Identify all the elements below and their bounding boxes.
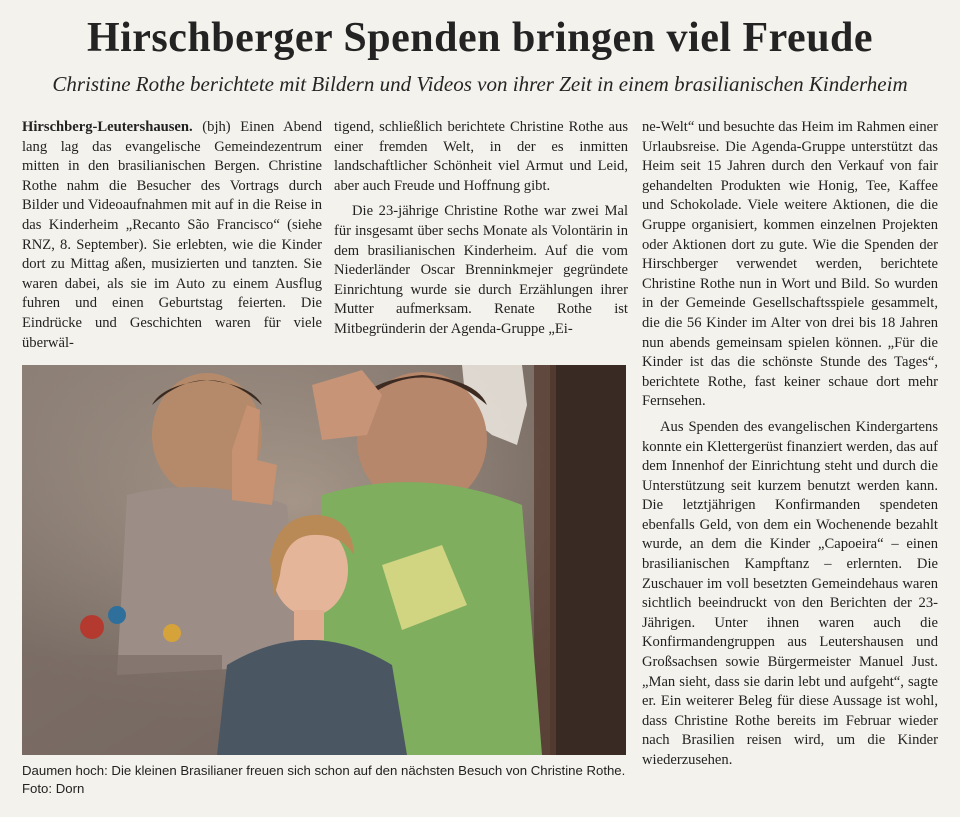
photo-illustration — [22, 365, 626, 755]
paragraph — [22, 118, 322, 353]
photo-caption: Daumen hoch: Die kleinen Brasilianer freuen sich schon auf den nächsten Besuch von Christine Rothe. Foto: Dorn — [22, 763, 626, 796]
paragraph: Die 23-jährige Christine Rothe war zwei Mal für insgesamt über sechs Monate als Volontärin in dem brasilianischen Kinderheim. Auf die vom Niederländer Oscar Brenninkmejer gegründete Einrichtung wurde sie durch Erzählungen ihrer Mutter aufmerksam. Renate Rothe ist Mitbegründerin der Agenda-Gruppe „Ei- — [334, 203, 628, 337]
article-photo — [22, 365, 626, 755]
dateline: Hirschberg-Leutershausen. — [22, 119, 193, 135]
article-column-3 — [642, 118, 938, 771]
article-column-1 — [22, 118, 322, 353]
paragraph: ne-Welt“ und besuchte das Heim im Rahmen einer Urlaubsreise. Die Agenda-Gruppe unterstützt das Heim seit 15 Jahren durch den Verkauf von fair gehandelten Produkten wie Honig, Tee, Kaffee und Schokolade. Viele weitere Aktionen, die die Gruppe organisiert, kommen einzelnen Projekten oder Aktionen dort zu gute. Wie die Spenden der Hirschberger verwendet werden, berichtete Christine Rothe nun in Wort und Bild. So wurden in der Gemeinde Gesellschaftsspiele gesammelt, die die 56 Kinder im Alter von drei bis 18 Jahren nun abends gemeinsam spielen können. „Für die Kinder ist das die schönste Stunde des Tages“, berichtete Rothe, fast keiner schaue dort mehr Fernsehen. — [642, 119, 938, 410]
paragraph: Aus Spenden des evangelischen Kindergartens konnte ein Klettergerüst finanziert werden, das auf dem Innenhof der Einrichtung steht und durch die Unterstützung seit kurzem benutzt werden kann. Die letztjährigen Konfirmanden spendeten ebenfalls Geld, von dem ein Wochenende bezahlt wurde, an dem die Kinder „Capoeira“ – einen brasilianischen Kampftanz – erlernten. Die Zuschauer im voll besetzten Gemeindehaus waren sichtlich beeindruckt von den Berichten der 23-Jährigen. Unter ihnen waren auch die Konfirmandengruppen aus Leutershausen und Großsachsen sowie Bürgermeister Manuel Just. „Man sieht, dass sie darin lebt und aufgeht“, sagte er. Ein weiterer Beleg für diese Aussage ist wohl, dass Christine Rothe bereits im Februar wieder nach Brasilien reisen wird, um die Kinder wiederzusehen. — [642, 418, 938, 768]
headline: Hirschberger Spenden bringen viel Freude — [86, 15, 874, 61]
paragraph: tigend, schließlich berichtete Christine Rothe aus einer fremden Welt, in der es inmitten landschaftlicher Schönheit viel Armut und Leid, aber auch Freude und Hoffnung gibt. — [334, 119, 628, 194]
paragraph-text: (bjh) Einen Abend lang lag das evangelische Gemeindezentrum mitten in den brasilianischen Bergen. Christine Rothe nahm die Besucher des Vortrags durch Bilder und Videoaufnahmen mit auf in die Reise in das Kinderheim „Recanto São Francisco“ (siehe RNZ, 8. September). Sie erlebten, wie die Kinder dort zu Mittag aßen, musizierten und tanzten. Sie waren dabei, als sie im Auto zu einem Ausflug fuhren und einen Geburtstag feierten. Die Eindrücke und Geschichten waren für viele überwäl- — [22, 119, 322, 351]
subheadline: Christine Rothe berichtete mit Bildern und Videos von ihrer Zeit in einem brasilianischen Kinderheim — [52, 72, 908, 96]
article-column-2 — [334, 118, 628, 340]
